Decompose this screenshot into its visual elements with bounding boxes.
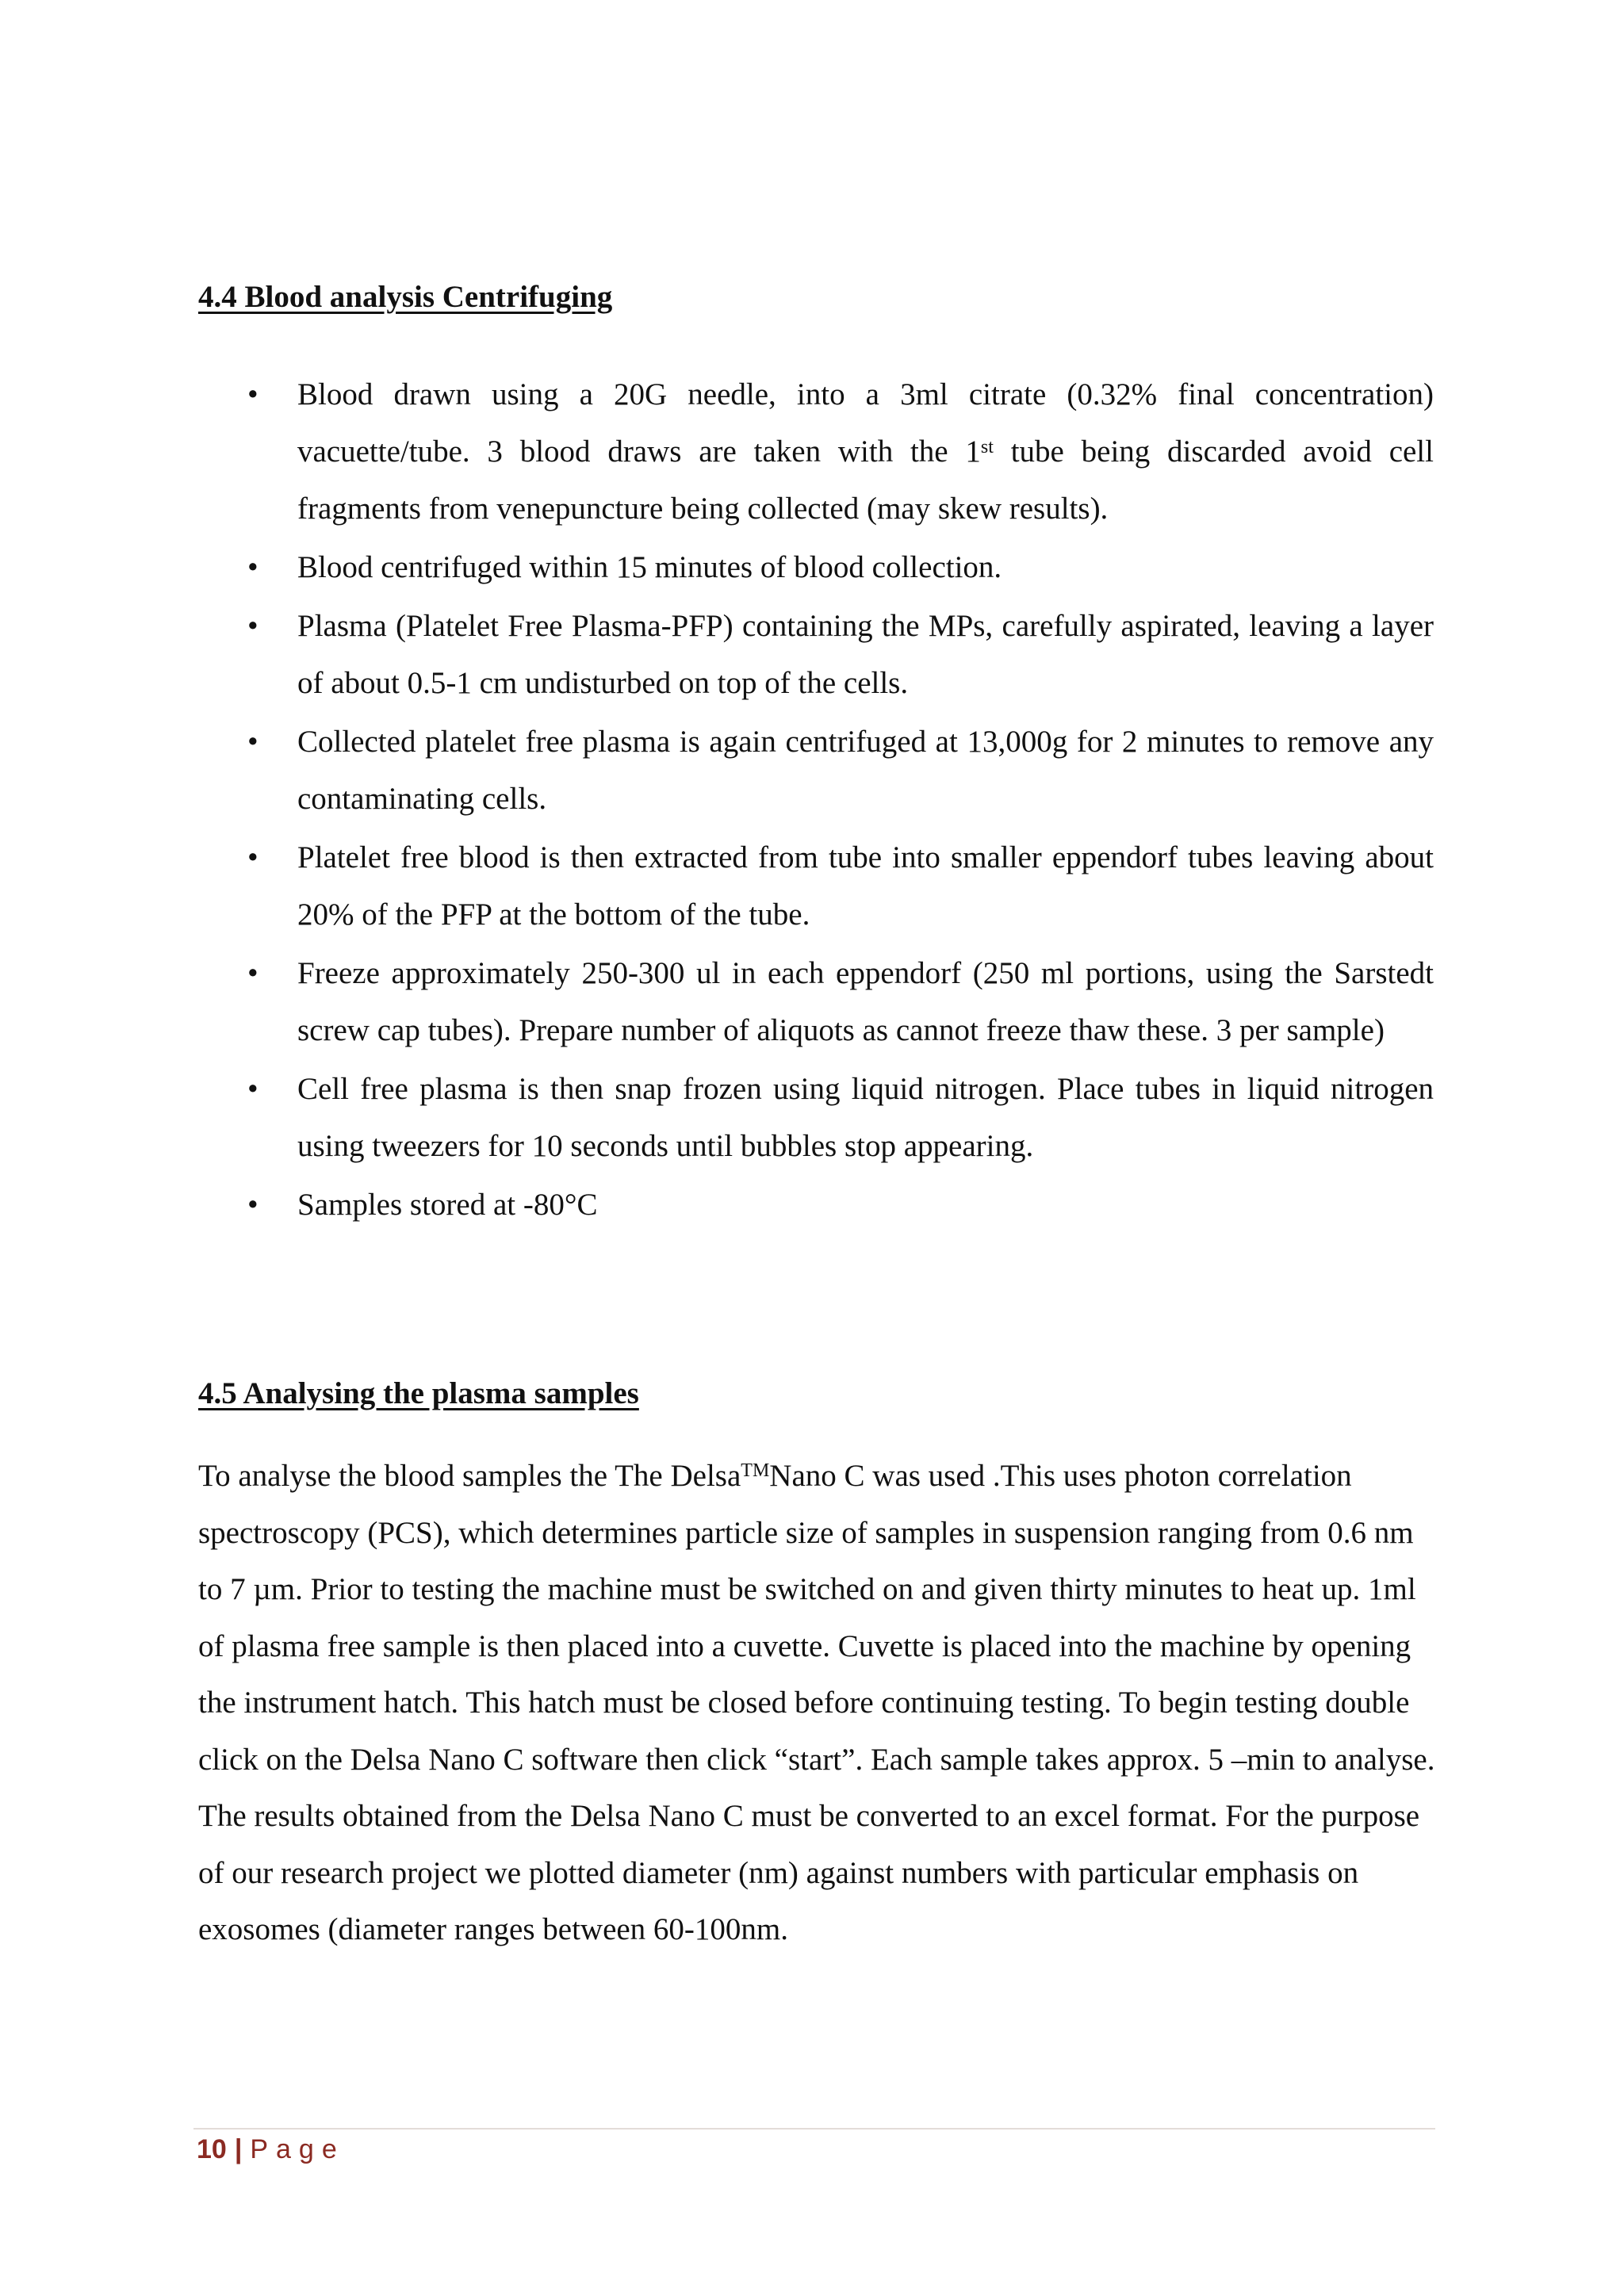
paragraph-text: Nano C was used .This uses photon correlation spectroscopy (PCS), which determines particle size of samples in suspension ranging from 0.6 nm to 7 µm. Prior to testing the machine must be switched on and given thirty minutes to heat up. 1ml of plasma free sample is then placed into a cuvette. Cuvette is placed into the machine by opening the instrument hatch. This hatch must be closed before continuing testing. To begin testing double click on the Delsa Nano C software then click “start”. Each sample takes approx. 5 –min to analyse. The results obtained from the Delsa Nano C must be converted to an excel format. For the purpose of our research project we plotted diameter (nm) against numbers with particular emphasis on exosomes (diameter ranges between 60-100nm. bbox=[198, 1459, 1435, 1946]
list-item bbox=[198, 1177, 1434, 1234]
procedure-bullet-list bbox=[198, 366, 1434, 1235]
trademark-superscript: TM bbox=[741, 1460, 770, 1481]
list-item bbox=[198, 714, 1434, 828]
list-item-text: Platelet free blood is then extracted from tube into smaller eppendorf tubes leaving about 20% of the PFP at the bottom of the tube. bbox=[297, 840, 1434, 932]
list-item bbox=[198, 366, 1434, 538]
list-item-text: Samples stored at -80°C bbox=[297, 1188, 598, 1222]
list-item-text: tube being discarded avoid cell fragments from venepuncture being collected (may skew results). bbox=[297, 434, 1434, 526]
list-item bbox=[198, 1061, 1434, 1175]
bullet-icon: • bbox=[247, 725, 259, 759]
footer-separator: | bbox=[234, 2134, 243, 2164]
list-item-text: Blood centrifuged within 15 minutes of blood collection. bbox=[297, 550, 1002, 584]
list-item bbox=[198, 539, 1434, 596]
list-item bbox=[198, 945, 1434, 1059]
section-heading-4-4: 4.4 Blood analysis Centrifuging bbox=[198, 280, 613, 314]
page-label: Page bbox=[250, 2134, 345, 2164]
list-item-text: Collected platelet free plasma is again centrifuged at 13,000g for 2 minutes to remove any contaminating cells. bbox=[297, 725, 1434, 816]
page-number: 10 bbox=[197, 2134, 227, 2164]
bullet-icon: • bbox=[247, 956, 259, 990]
footer-divider bbox=[193, 2128, 1435, 2130]
list-item-text: Blood drawn using a 20G needle, into a 3ml citrate (0.32% final concentration) vacuette/tube. 3 blood draws are taken with the 1 bbox=[297, 377, 1434, 469]
bullet-icon: • bbox=[247, 840, 259, 874]
bullet-icon: • bbox=[247, 550, 259, 584]
body-paragraph bbox=[198, 1448, 1435, 1958]
page-footer bbox=[197, 2134, 345, 2165]
bullet-icon: • bbox=[247, 1072, 259, 1106]
list-item bbox=[198, 829, 1434, 943]
ordinal-superscript: st bbox=[980, 437, 994, 457]
bullet-icon: • bbox=[247, 377, 259, 411]
list-item bbox=[198, 598, 1434, 712]
list-item-text: Cell free plasma is then snap frozen using liquid nitrogen. Place tubes in liquid nitrogen using tweezers for 10 seconds until bubbles stop appearing. bbox=[297, 1072, 1434, 1163]
paragraph-text: To analyse the blood samples the The Delsa bbox=[198, 1459, 741, 1493]
list-item-text: Freeze approximately 250-300 ul in each eppendorf (250 ml portions, using the Sarstedt screw cap tubes). Prepare number of aliquots as cannot freeze thaw these. 3 per sample) bbox=[297, 956, 1434, 1047]
bullet-icon: • bbox=[247, 1188, 259, 1222]
section-heading-4-5: 4.5 Analysing the plasma samples bbox=[198, 1376, 639, 1410]
bullet-icon: • bbox=[247, 609, 259, 643]
list-item-text: Plasma (Platelet Free Plasma-PFP) containing the MPs, carefully aspirated, leaving a layer of about 0.5-1 cm undisturbed on top of the cells. bbox=[297, 609, 1434, 700]
